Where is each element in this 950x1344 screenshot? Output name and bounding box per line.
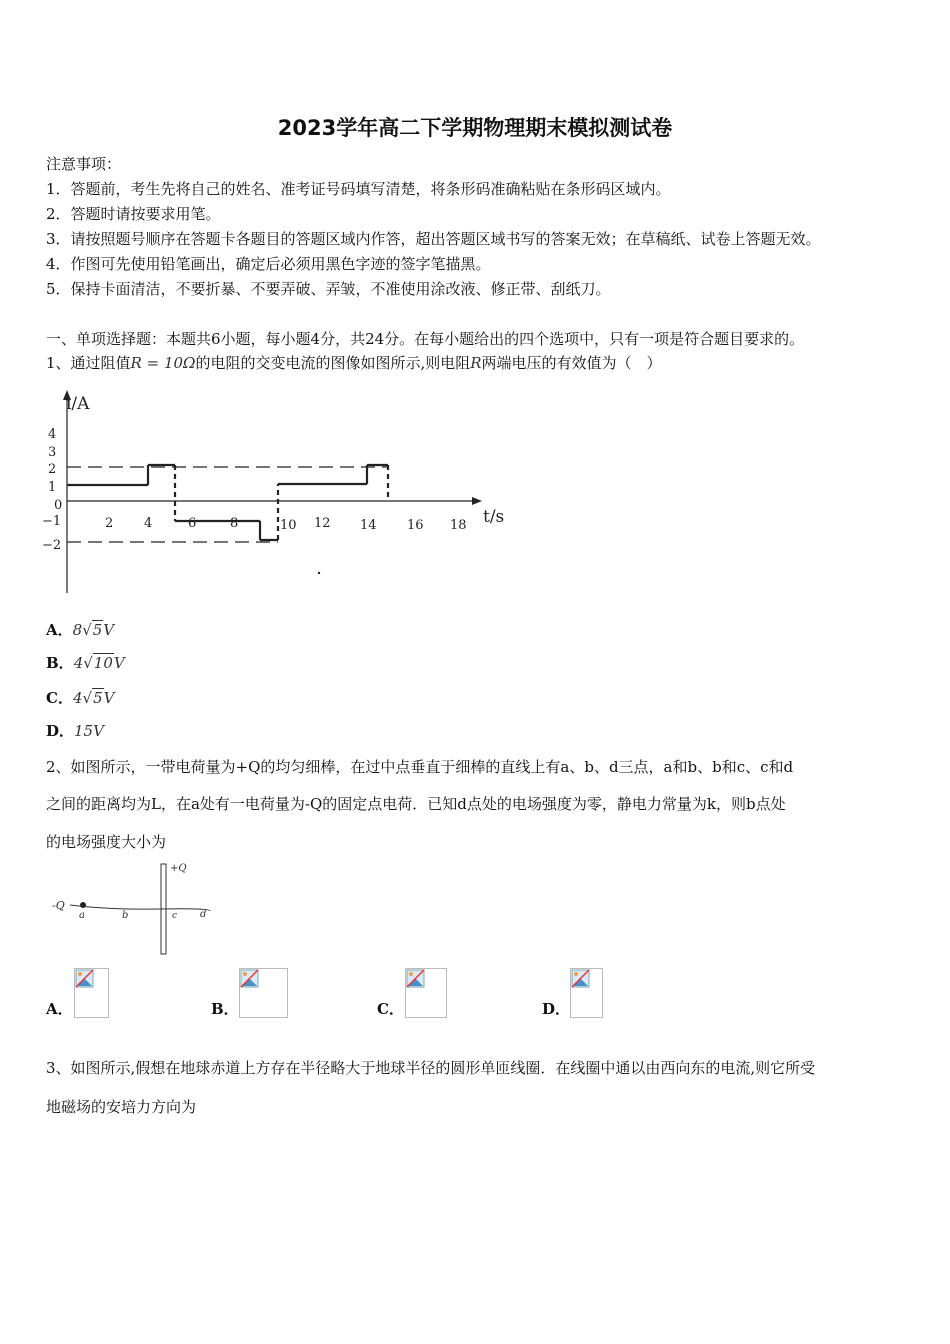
charged-rod-figure (50, 858, 220, 958)
option-letter: A． (46, 621, 73, 639)
option-unit: V (103, 621, 115, 639)
option-radicand: 5 (93, 689, 103, 707)
x-tick: 10 (280, 518, 297, 533)
option-letter: B． (46, 654, 74, 672)
question-3-stem-line: 地磁场的安培力方向为 (46, 1098, 197, 1116)
question-2-stem-line: 2、如图所示，一带电荷量为+Q的均匀细棒，在过中点垂直于细棒的直线上有a、b、d三点，a和b、b和c、c和d (46, 758, 794, 776)
x-axis-arrow (472, 497, 482, 505)
x-tick: 14 (360, 518, 377, 533)
y-axis-label: i/A (66, 394, 90, 414)
point-label: c (172, 911, 178, 921)
option-letter: C． (46, 689, 73, 707)
question-2-stem-line: 之间的距离均为L，在a处有一电荷量为-Q的固定点电荷．已知d点处的电场强度为零，静电力常量为k，则b点处 (46, 795, 786, 813)
x-axis-label: t/s (483, 507, 505, 527)
option-letter: B． (211, 1000, 239, 1018)
question-2-stem-line: 的电场强度大小为 (46, 833, 167, 851)
broken-image-icon (570, 968, 603, 1018)
x-tick: 8 (230, 516, 239, 531)
option-letter: D． (542, 1000, 571, 1018)
x-tick: 16 (407, 518, 424, 533)
broken-image-icon (405, 968, 447, 1018)
section-heading: 一、单项选择题：本题共6小题，每小题4分，共24分。在每小题给出的四个选项中，只有一项是符合题目要求的。 (46, 330, 805, 348)
notice-heading: 注意事项： (46, 155, 122, 173)
option-radicand: 10 (93, 654, 113, 672)
q1-option-b[interactable]: B．4√10V (46, 654, 125, 672)
question-1-stem (46, 352, 662, 373)
axis-line (70, 905, 210, 911)
notice-item: 3．请按照题号顺序在答题卡各题目的答题区域内作答，超出答题区域书写的答案无效；在草稿纸、试卷上答题无效。 (46, 230, 821, 248)
y-tick: 4 (48, 427, 57, 442)
q1-math-r: R = 10Ω (130, 354, 196, 372)
q1-text-b: 的电阻的交变电流的图像如图所示,则电阻 (195, 354, 471, 372)
stray-dot (318, 572, 320, 574)
y-tick: 1 (48, 480, 57, 495)
x-tick: 18 (450, 518, 467, 533)
x-tick: 12 (314, 516, 331, 531)
y-tick: 3 (48, 445, 57, 460)
y-tick: 2 (48, 462, 57, 477)
option-unit: V (103, 689, 115, 707)
charge-label: -Q (52, 899, 65, 912)
notice-item: 5．保持卡面清洁，不要折暴、不要弄破、弄皱，不准使用涂改液、修正带、刮纸刀。 (46, 280, 611, 298)
option-letter: C． (377, 1000, 404, 1018)
y-tick: −1 (42, 514, 62, 529)
x-tick: 2 (105, 516, 114, 531)
point-label: d (200, 909, 207, 920)
notice-item: 1．答题前，考生先将自己的姓名、准考证号码填写清楚，将条形码准确粘贴在条形码区域内。 (46, 180, 671, 198)
option-letter: D． (46, 722, 75, 740)
question-3-stem-line: 3、如图所示,假想在地球赤道上方存在半径略大于地球半径的圆形单匝线圈．在线圈中通以由西向东的电流,则它所受 (46, 1059, 816, 1077)
option-radicand: 5 (92, 621, 103, 639)
page-title: 2023学年高二下学期物理期末模拟测试卷 (277, 116, 673, 140)
current-time-graph (40, 388, 540, 598)
q1-math-r2: R (470, 354, 482, 372)
broken-image-icon (239, 968, 288, 1018)
option-coef: 4 (73, 654, 84, 672)
option-coef: 8 (72, 621, 83, 639)
option-value: 15V (74, 722, 104, 740)
q1-text-a: 1、通过阻值 (46, 354, 131, 372)
point-label: a (79, 910, 85, 921)
rod-label: +Q (170, 863, 187, 874)
option-unit: V (113, 654, 125, 672)
notice-item: 4．作图可先使用铅笔画出，确定后必须用黑色字迹的签字笔描黑。 (46, 255, 491, 273)
broken-image-icon (74, 968, 109, 1018)
q1-option-a[interactable]: A．8√5V (46, 621, 115, 639)
point-label: b (122, 910, 129, 921)
y-tick: 0 (54, 498, 63, 513)
notice-item: 2．答题时请按要求用笔。 (46, 205, 221, 223)
x-tick: 6 (188, 516, 197, 531)
option-coef: 4 (72, 689, 83, 707)
x-tick: 4 (144, 516, 153, 531)
y-tick: −2 (42, 538, 62, 553)
q1-text-c: 两端电压的有效值为（ ） (481, 354, 662, 372)
q1-option-d[interactable] (46, 720, 104, 741)
current-waveform (67, 465, 388, 540)
option-letter: A． (46, 1000, 73, 1018)
q1-option-c[interactable]: C．4√5V (46, 689, 115, 707)
point-charge (80, 902, 86, 908)
